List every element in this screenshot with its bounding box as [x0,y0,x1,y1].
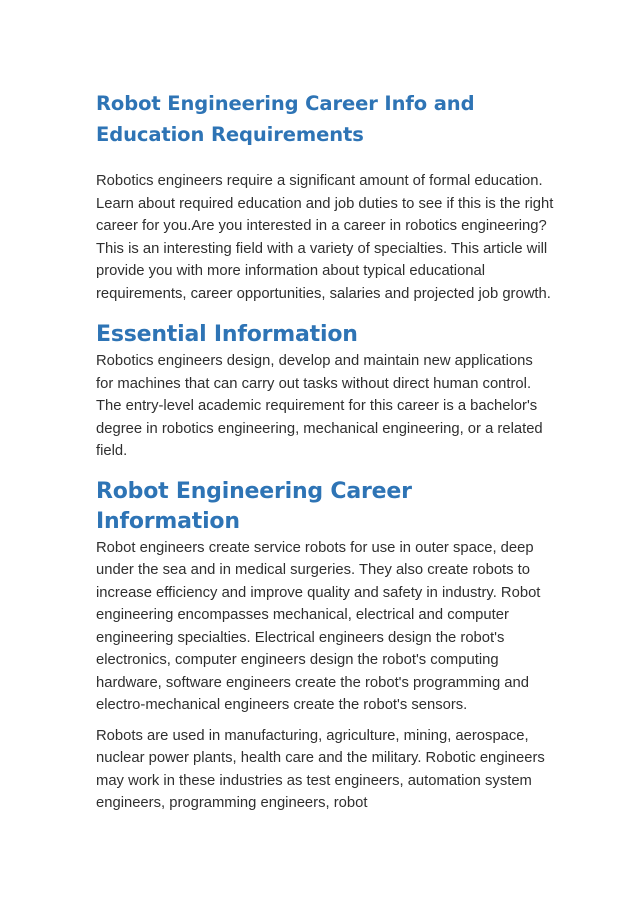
career-information-paragraph-2: Robots are used in manufacturing, agriculture, mining, aerospace, nuclear power plants, health care and the military. Robotic engineers may work in these industries as test engineers, automation system engineers, programming engineers, robot [96,727,545,811]
essential-information-paragraph: Robotics engineers design, develop and maintain new applications for machines that can carry out tasks without direct human control. The entry-level academic requirement for this career is a bachelor's degree in robotics engineering, mechanical engineering, or a related field. [96,353,543,459]
career-information-paragraph-1: Robot engineers create service robots for use in outer space, deep under the sea and in medical surgeries. They also create robots to increase efficiency and improve quality and safety in industry. Robot engineering encompasses mechanical, electrical and computer engineering specialties. Electrical engineers design the robot's electronics, computer engineers design the robot's computing hardware, software engineers create the robot's programming and electro-mechanical engineers create the robot's sensors. [96,539,541,713]
title-line-1: Robot Engineering Career Info and [96,92,475,115]
intro-paragraph: Robotics engineers require a significant amount of formal education. Learn about required education and job duties to see if this is the right career for you.Are you interested in a career in robotics engineering? This is an interesting field with a variety of specialties. This article will provide you with more information about typical educational requirements, career opportunities, salaries and projected job growth. [96,173,554,302]
section-heading-career-information: Robot Engineering Career Information [96,478,412,534]
section-heading-essential-information: Essential Information [96,322,358,347]
document-page [96,88,554,815]
document-title [96,88,554,150]
title-line-2: Education Requirements [96,123,364,146]
